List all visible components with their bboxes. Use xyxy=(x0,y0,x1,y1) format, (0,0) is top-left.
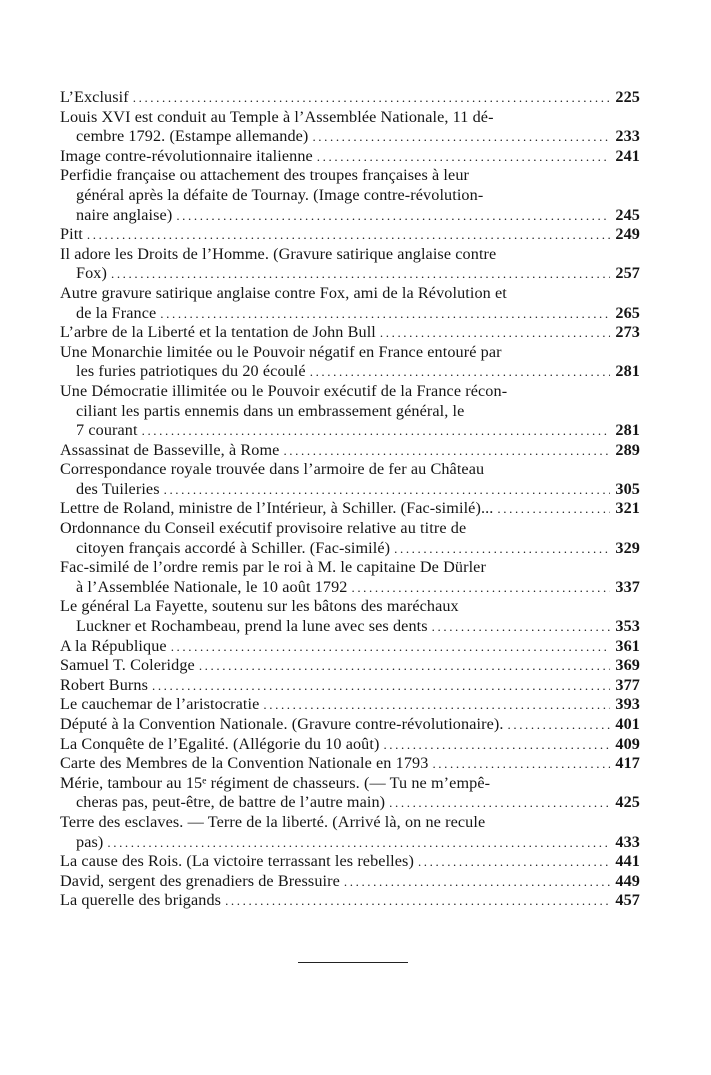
page-number: 329 xyxy=(615,538,640,557)
toc-entry-line xyxy=(60,519,640,539)
toc-entry-line xyxy=(60,460,640,480)
toc-entry xyxy=(60,891,640,911)
toc-entry-title: cheras pas, peut-être, de battre de l’autre main) xyxy=(76,793,386,812)
toc-entry-title: Fox) xyxy=(76,264,107,283)
toc-entry-title: cembre 1792. (Estampe allemande) xyxy=(76,127,309,146)
toc-entry-title: naire anglaise) xyxy=(76,205,173,224)
page-number: 273 xyxy=(615,323,640,342)
toc-entry-line xyxy=(60,891,640,911)
toc-entry-title: de la France xyxy=(76,303,157,322)
toc-entry-title: Louis XVI est conduit au Temple à l’Assemblée Nationale, 11 dé- xyxy=(60,107,494,126)
toc-entry xyxy=(60,715,640,735)
toc-entry-title: Le général La Fayette, soutenu sur les bâtons des maréchaux xyxy=(60,597,459,616)
dot-leader xyxy=(508,715,611,735)
toc-entry xyxy=(60,519,640,558)
toc-entry-title: Ordonnance du Conseil exécutif provisoire relative au titre de xyxy=(60,519,467,538)
toc-entry-title: Image contre-révolutionnaire italienne xyxy=(60,146,313,165)
toc-entry xyxy=(60,245,640,284)
toc-entry xyxy=(60,382,640,441)
toc-entry xyxy=(60,695,640,715)
toc-entry-line xyxy=(60,558,640,578)
toc-entry-line xyxy=(60,88,640,108)
toc-entry-title: pas) xyxy=(76,832,104,851)
toc-entry-title: des Tuileries xyxy=(76,479,160,498)
table-of-illustrations xyxy=(60,88,640,911)
toc-entry-line xyxy=(60,323,640,343)
toc-entry-line xyxy=(60,284,640,304)
toc-entry-line xyxy=(60,206,640,226)
toc-entry-line xyxy=(60,597,640,617)
dot-leader xyxy=(111,264,610,284)
toc-entry xyxy=(60,656,640,676)
dot-leader xyxy=(87,225,610,245)
dot-leader xyxy=(142,421,610,441)
dot-leader xyxy=(380,323,610,343)
toc-entry xyxy=(60,108,640,147)
toc-entry xyxy=(60,166,640,225)
toc-entry xyxy=(60,754,640,774)
toc-entry xyxy=(60,735,640,755)
toc-entry-title: A la République xyxy=(60,636,167,655)
page-number: 401 xyxy=(615,715,640,733)
page-number: 281 xyxy=(615,362,640,381)
toc-entry-line xyxy=(60,108,640,128)
toc-entry-line xyxy=(60,539,640,559)
toc-entry-line xyxy=(60,402,640,422)
toc-entry-title: Terre des esclaves. — Terre de la liberté. (Arrivé là, on ne recule xyxy=(60,812,486,831)
toc-entry-title: Une Démocratie illimitée ou le Pouvoir exécutif de la France récon- xyxy=(60,381,508,400)
toc-entry-line xyxy=(60,421,640,441)
toc-entry-line xyxy=(60,813,640,833)
toc-entry-line xyxy=(60,656,640,676)
toc-entry-title: Il adore les Droits de l’Homme. (Gravure satirique anglaise contre xyxy=(60,244,497,263)
toc-entry-title: ciliant les partis ennemis dans un embrassement général, le xyxy=(76,401,465,420)
toc-entry-line xyxy=(60,774,640,794)
toc-entry-line xyxy=(60,264,640,284)
page-number: 257 xyxy=(615,264,640,283)
dot-leader xyxy=(344,872,610,892)
toc-entry-line xyxy=(60,695,640,715)
toc-entry-title: Fac-similé de l’ordre remis par le roi à M. le capitaine De Dürler xyxy=(60,558,486,577)
dot-leader xyxy=(160,304,610,324)
page-number: 417 xyxy=(615,754,640,773)
toc-entry-title: La querelle des brigands xyxy=(60,891,222,910)
toc-entry xyxy=(60,343,640,382)
toc-entry xyxy=(60,774,640,813)
dot-leader xyxy=(351,578,610,598)
page-number: 265 xyxy=(615,303,640,322)
toc-entry-title: Carte des Membres de la Convention Nationale en 1793 xyxy=(60,754,429,773)
dot-leader xyxy=(312,127,610,147)
toc-entry-line xyxy=(60,715,640,735)
dot-leader xyxy=(383,735,610,755)
dot-leader xyxy=(263,695,610,715)
dot-leader xyxy=(133,88,610,108)
toc-entry xyxy=(60,460,640,499)
page-number: 369 xyxy=(615,656,640,675)
toc-entry-line xyxy=(60,382,640,402)
toc-entry-line xyxy=(60,343,640,363)
toc-entry xyxy=(60,323,640,343)
toc-entry xyxy=(60,441,640,461)
dot-leader xyxy=(389,793,610,813)
page-number: 281 xyxy=(615,421,640,440)
toc-entry-line xyxy=(60,852,640,872)
toc-entry-title: Perfidie française ou attachement des troupes françaises à leur xyxy=(60,166,470,185)
toc-entry-line xyxy=(60,833,640,853)
page-number: 457 xyxy=(615,891,640,910)
toc-entry-title: citoyen français accordé à Schiller. (Fac-similé) xyxy=(76,538,391,557)
toc-entry-title: David, sergent des grenadiers de Bressuire xyxy=(60,871,340,890)
toc-entry-title: 7 courant xyxy=(76,421,138,440)
page-number: 289 xyxy=(615,440,640,459)
dot-leader xyxy=(418,852,610,872)
toc-entry-title: Correspondance royale trouvée dans l’armoire de fer au Château xyxy=(60,460,485,479)
page-number: 353 xyxy=(615,617,640,636)
page-number: 233 xyxy=(615,127,640,146)
toc-entry-title: Une Monarchie limitée ou le Pouvoir négatif en France entouré par xyxy=(60,342,502,361)
toc-entry-title: Assassinat de Basseville, à Rome xyxy=(60,440,280,459)
toc-entry xyxy=(60,637,640,657)
toc-entry-title: Le cauchemar de l’aristocratie xyxy=(60,695,260,714)
toc-entry-title: La cause des Rois. (La victoire terrassant les rebelles) xyxy=(60,852,414,871)
dot-leader xyxy=(394,539,610,559)
toc-entry xyxy=(60,147,640,167)
toc-entry xyxy=(60,284,640,323)
toc-entry xyxy=(60,872,640,892)
dot-leader xyxy=(497,499,610,519)
page-number: 305 xyxy=(615,479,640,498)
page-number: 425 xyxy=(615,793,640,812)
dot-leader xyxy=(107,833,610,853)
toc-entry-line xyxy=(60,441,640,461)
page-number: 337 xyxy=(615,577,640,596)
toc-entry-line xyxy=(60,617,640,637)
dot-leader xyxy=(171,637,610,657)
toc-entry-line xyxy=(60,245,640,265)
dot-leader xyxy=(432,754,610,774)
toc-entry-line xyxy=(60,225,640,245)
page-number: 377 xyxy=(615,675,640,694)
dot-leader xyxy=(317,147,610,167)
dot-leader xyxy=(310,362,610,382)
dot-leader xyxy=(164,480,610,500)
toc-entry-line xyxy=(60,754,640,774)
toc-entry-line xyxy=(60,872,640,892)
toc-entry xyxy=(60,558,640,597)
page-number: 245 xyxy=(615,205,640,224)
page-number: 321 xyxy=(615,499,640,518)
toc-entry-title: Samuel T. Coleridge xyxy=(60,656,195,675)
dot-leader xyxy=(432,617,610,637)
toc-entry xyxy=(60,88,640,108)
page-number: 361 xyxy=(615,636,640,655)
toc-entry-title: Robert Burns xyxy=(60,675,148,694)
toc-entry-line xyxy=(60,578,640,598)
toc-entry-line xyxy=(60,166,640,186)
toc-entry-line xyxy=(60,186,640,206)
page-number: 433 xyxy=(615,832,640,851)
page-number: 441 xyxy=(615,852,640,871)
toc-entry-title: général après la défaite de Tournay. (Image contre-révolution- xyxy=(76,185,484,204)
toc-entry xyxy=(60,499,640,519)
toc-entry xyxy=(60,852,640,872)
toc-entry-line xyxy=(60,676,640,696)
page-number: 249 xyxy=(615,225,640,244)
toc-entry-title: Pitt xyxy=(60,225,83,244)
page-number: 393 xyxy=(615,695,640,714)
toc-entry xyxy=(60,597,640,636)
toc-entry-title: L’Exclusif xyxy=(60,88,129,106)
toc-entry-line xyxy=(60,499,640,519)
toc-entry-title: Mérie, tambour au 15ᵉ régiment de chasseurs. (— Tu ne m’empê- xyxy=(60,773,491,792)
toc-entry-line xyxy=(60,637,640,657)
toc-entry-title: les furies patriotiques du 20 écoulé xyxy=(76,362,306,381)
dot-leader xyxy=(152,676,610,696)
closing-rule xyxy=(298,962,408,963)
dot-leader xyxy=(283,441,610,461)
page-number: 225 xyxy=(615,88,640,106)
toc-entry xyxy=(60,813,640,852)
toc-entry-line xyxy=(60,147,640,167)
toc-entry-line xyxy=(60,793,640,813)
toc-entry-title: Lettre de Roland, ministre de l’Intérieur, à Schiller. (Fac-similé)... xyxy=(60,499,494,518)
dot-leader xyxy=(199,656,610,676)
toc-entry-title: Député à la Convention Nationale. (Gravure contre-révolutionaire). xyxy=(60,715,504,733)
toc-entry-line xyxy=(60,127,640,147)
page-number: 241 xyxy=(615,146,640,165)
toc-entry-line xyxy=(60,304,640,324)
toc-entry-title: à l’Assemblée Nationale, le 10 août 1792 xyxy=(76,577,348,596)
toc-entry-line xyxy=(60,735,640,755)
toc-entry xyxy=(60,676,640,696)
toc-entry-line xyxy=(60,480,640,500)
toc-entry-title: Autre gravure satirique anglaise contre Fox, ami de la Révolution et xyxy=(60,283,507,302)
toc-entry-title: La Conquête de l’Egalité. (Allégorie du 10 août) xyxy=(60,734,380,753)
dot-leader xyxy=(225,891,610,911)
toc-entry xyxy=(60,225,640,245)
toc-entry-title: L’arbre de la Liberté et la tentation de John Bull xyxy=(60,323,376,342)
dot-leader xyxy=(176,206,610,226)
toc-entry-title: Luckner et Rochambeau, prend la lune avec ses dents xyxy=(76,617,428,636)
page-number: 449 xyxy=(615,871,640,890)
page-number: 409 xyxy=(615,734,640,753)
toc-entry-line xyxy=(60,362,640,382)
